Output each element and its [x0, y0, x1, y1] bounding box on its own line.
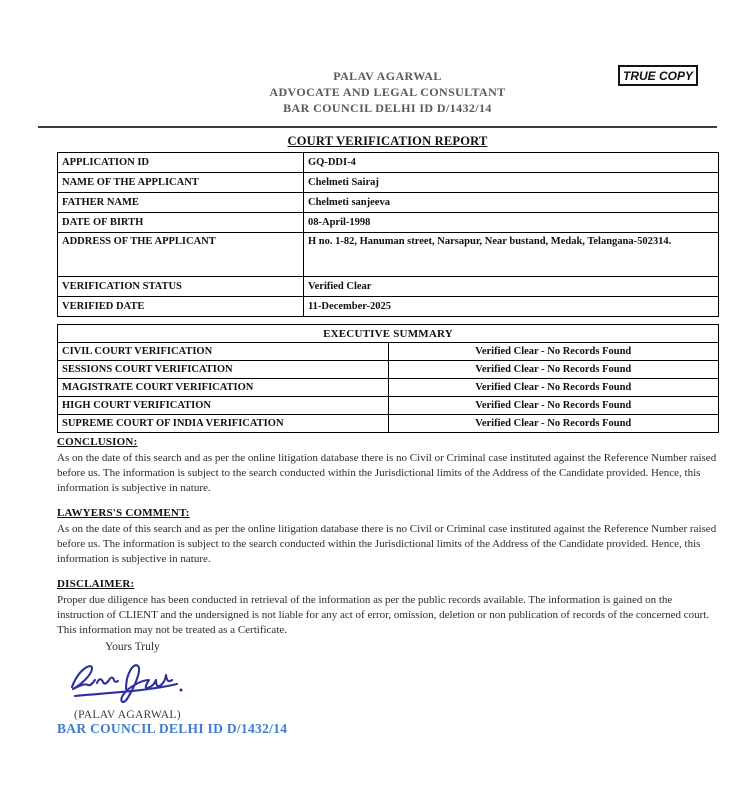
row-value: Verified Clear - No Records Found — [388, 361, 719, 379]
table-row — [58, 213, 719, 233]
signatory-name: (PALAV AGARWAL) — [74, 709, 181, 721]
table-row — [58, 343, 719, 361]
disclaimer-section — [57, 578, 719, 638]
applicant-details-table — [57, 152, 719, 317]
row-label: SESSIONS COURT VERIFICATION — [58, 361, 389, 379]
row-value: Verified Clear - No Records Found — [388, 415, 719, 433]
table-row — [58, 277, 719, 297]
advocate-role: ADVOCATE AND LEGAL CONSULTANT — [269, 85, 506, 99]
row-label: APPLICATION ID — [58, 153, 304, 173]
row-label: VERIFIED DATE — [58, 297, 304, 317]
row-label: VERIFICATION STATUS — [58, 277, 304, 297]
table-header-row — [58, 325, 719, 343]
conclusion-section — [57, 436, 719, 496]
row-label: MAGISTRATE COURT VERIFICATION — [58, 379, 389, 397]
section-body: As on the date of this search and as per the online litigation database there is no Civil or Criminal case instituted against the Reference Number raised before us. The information is subject to the search conducted within the Jurisdictional limits of the Address of the Candidate provided. Hence, this information is subjective in nature. — [57, 452, 717, 494]
header-divider — [38, 126, 717, 128]
footer-bar-council-id: BAR COUNCIL DELHI ID D/1432/14 — [57, 721, 288, 736]
row-value: H no. 1-82, Hanuman street, Narsapur, Near bustand, Medak, Telangana-502314. — [304, 233, 719, 277]
row-value: GQ-DDI-4 — [304, 153, 719, 173]
table-row — [58, 233, 719, 277]
row-value: Verified Clear - No Records Found — [388, 343, 719, 361]
row-value: Chelmeti Sairaj — [304, 173, 719, 193]
lawyers-comment-section — [57, 507, 719, 567]
table-row — [58, 173, 719, 193]
true-copy-stamp-label: TRUE COPY — [622, 68, 693, 83]
row-value: Verified Clear - No Records Found — [388, 397, 719, 415]
row-label: HIGH COURT VERIFICATION — [58, 397, 389, 415]
row-label: CIVIL COURT VERIFICATION — [58, 343, 389, 361]
row-value: Chelmeti sanjeeva — [304, 193, 719, 213]
section-body: Proper due diligence has been conducted in retrieval of the information as per the public records available. The information is gained on the instruction of CLIENT and the undersigned is not liable for any act of error, omission, deletion or non publication of records of the concerned court. This information may not be treated as a Certificate. — [57, 594, 710, 636]
section-heading: DISCLAIMER: — [57, 578, 135, 590]
row-value: Verified Clear — [304, 277, 719, 297]
row-label: DATE OF BIRTH — [58, 213, 304, 233]
table-row — [58, 153, 719, 173]
table-row — [58, 297, 719, 317]
row-value: 11-December-2025 — [304, 297, 719, 317]
executive-summary-title: EXECUTIVE SUMMARY — [58, 325, 719, 343]
row-label: SUPREME COURT OF INDIA VERIFICATION — [58, 415, 389, 433]
salutation: Yours Truly — [105, 641, 160, 653]
section-body: As on the date of this search and as per the online litigation database there is no Civil or Criminal case instituted against the Reference Number raised before us. The information is subject to the search conducted within the Jurisdictional limits of the Address of the Candidate provided. Hence, this information is subjective in nature. — [57, 523, 717, 565]
table-row — [58, 415, 719, 433]
table-row — [58, 193, 719, 213]
handwritten-signature — [66, 655, 190, 709]
table-row — [58, 361, 719, 379]
table-row — [58, 397, 719, 415]
table-row — [58, 379, 719, 397]
row-label: NAME OF THE APPLICANT — [58, 173, 304, 193]
row-label: FATHER NAME — [58, 193, 304, 213]
section-heading: CONCLUSION: — [57, 436, 138, 448]
report-title: COURT VERIFICATION REPORT — [287, 134, 488, 148]
executive-summary-table — [57, 324, 719, 433]
section-heading: LAWYERS'S COMMENT: — [57, 507, 190, 519]
row-value: Verified Clear - No Records Found — [388, 379, 719, 397]
true-copy-stamp — [618, 65, 698, 86]
row-label: ADDRESS OF THE APPLICANT — [58, 233, 304, 277]
narrative-sections — [57, 436, 719, 649]
advocate-bar-id: BAR COUNCIL DELHI ID D/1432/14 — [283, 101, 492, 115]
row-value: 08-April-1998 — [304, 213, 719, 233]
advocate-name: PALAV AGARWAL — [333, 69, 442, 83]
